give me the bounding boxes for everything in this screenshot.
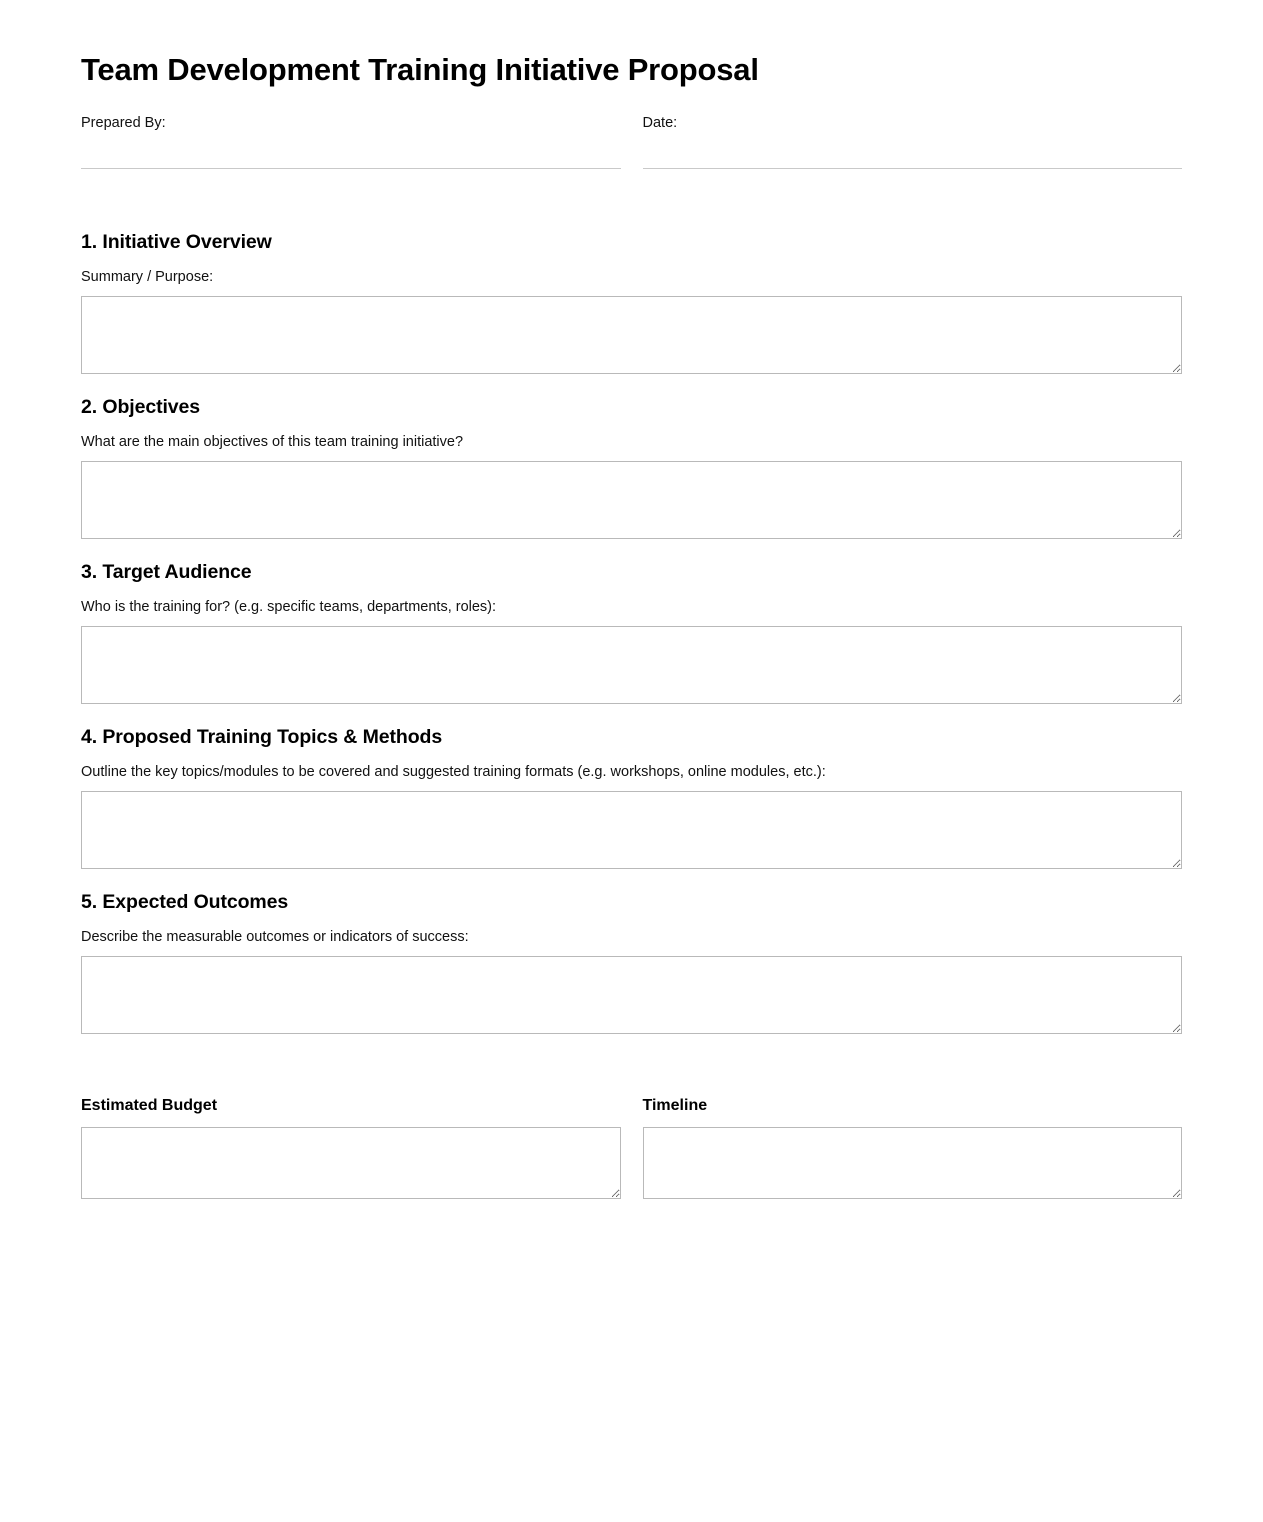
section-field-label: Who is the training for? (e.g. specific teams, departments, roles): bbox=[81, 598, 497, 615]
section-target-audience bbox=[81, 561, 1182, 704]
section-training-topics-methods bbox=[81, 726, 1182, 869]
prepared-by-input[interactable] bbox=[81, 168, 621, 169]
section-field-label: Outline the key topics/modules to be covered and suggested training formats (e.g. workshops, online modules, etc.): bbox=[81, 763, 826, 780]
timeline-heading: Timeline bbox=[642, 1097, 708, 1115]
training-topics-textarea[interactable] bbox=[81, 791, 1182, 869]
summary-purpose-textarea[interactable] bbox=[81, 296, 1182, 374]
section-initiative-overview bbox=[81, 231, 1182, 374]
section-field-label: Describe the measurable outcomes or indicators of success: bbox=[81, 928, 469, 945]
estimated-budget-textarea[interactable] bbox=[81, 1127, 621, 1199]
timeline-textarea[interactable] bbox=[643, 1127, 1183, 1199]
section-field-label: What are the main objectives of this team training initiative? bbox=[81, 433, 464, 450]
section-heading: 1. Initiative Overview bbox=[81, 231, 272, 254]
objectives-textarea[interactable] bbox=[81, 461, 1182, 539]
page-title: Team Development Training Initiative Proposal bbox=[81, 52, 759, 87]
prepared-by-field-group bbox=[81, 114, 621, 170]
header-meta-row bbox=[81, 114, 1182, 170]
section-heading: 4. Proposed Training Topics & Methods bbox=[81, 726, 443, 749]
timeline-group bbox=[643, 1096, 1183, 1199]
expected-outcomes-textarea[interactable] bbox=[81, 956, 1182, 1034]
section-field-label: Summary / Purpose: bbox=[81, 268, 214, 285]
budget-timeline-row bbox=[81, 1096, 1182, 1199]
target-audience-textarea[interactable] bbox=[81, 626, 1182, 704]
section-heading: 5. Expected Outcomes bbox=[81, 891, 289, 914]
date-label: Date: bbox=[642, 114, 678, 131]
section-heading: 3. Target Audience bbox=[81, 561, 252, 584]
prepared-by-label: Prepared By: bbox=[81, 114, 166, 131]
section-objectives bbox=[81, 396, 1182, 539]
estimated-budget-group bbox=[81, 1096, 621, 1199]
estimated-budget-heading: Estimated Budget bbox=[81, 1097, 218, 1115]
date-input[interactable] bbox=[643, 168, 1183, 169]
section-heading: 2. Objectives bbox=[81, 396, 201, 419]
date-field-group bbox=[643, 114, 1183, 170]
section-expected-outcomes bbox=[81, 891, 1182, 1034]
